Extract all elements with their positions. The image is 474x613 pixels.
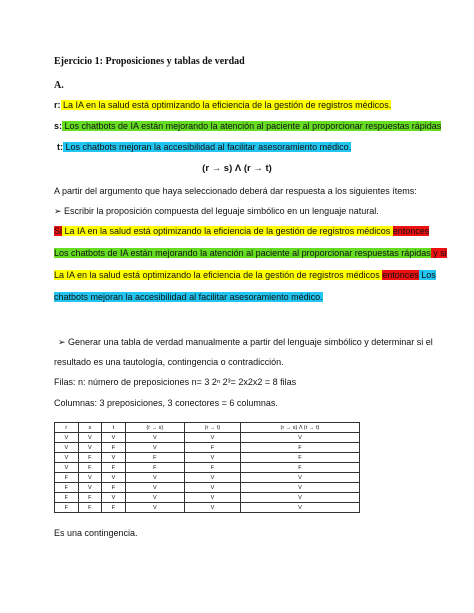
instruction-text: A partir del argumento que haya seleccionado deberá dar respuesta a los siguientes ítems: xyxy=(54,186,417,196)
prop-s-label: s: xyxy=(54,121,63,131)
table-row xyxy=(55,453,360,463)
table-cell: V xyxy=(125,483,184,493)
natural-t-start: Los xyxy=(418,270,436,280)
table-cell: V xyxy=(78,433,102,443)
natural-r-1: La IA en la salud está optimizando la eficiencia de la gestión de registros médicos xyxy=(62,226,393,236)
proposition-s xyxy=(54,120,441,132)
table-cell: V xyxy=(125,443,184,453)
table-cell: V xyxy=(125,433,184,443)
table-cell: F xyxy=(102,443,126,453)
header-t: t xyxy=(102,423,126,433)
table-cell: F xyxy=(102,463,126,473)
prop-r-text: La IA en la salud está optimizando la eficiencia de la gestión de registros médicos. xyxy=(60,100,392,110)
header-r-implies-s: (r → s) xyxy=(125,423,184,433)
table-row xyxy=(55,483,360,493)
item-1: ➢ Escribir la proposición compuesta del leguaje simbólico en un lenguaje natural. xyxy=(54,206,379,216)
table-cell: F xyxy=(55,483,79,493)
truth-table xyxy=(54,422,360,513)
item-2-line-2: resultado es una tautología, contingencia o contradicción. xyxy=(54,357,284,367)
natural-line-2 xyxy=(54,247,447,259)
formula: (r → s) Λ (r → t) xyxy=(202,163,272,174)
table-row xyxy=(55,493,360,503)
table-cell: V xyxy=(184,433,240,443)
natural-r-2: La IA en la salud está optimizando la eficiencia de la gestión de registros médicos xyxy=(54,270,383,280)
y-si-keyword: y si xyxy=(430,248,447,258)
header-r: r xyxy=(55,423,79,433)
prop-t-label: t: xyxy=(57,142,63,152)
entonces-keyword-2: entonces xyxy=(382,270,419,280)
table-cell: V xyxy=(55,453,79,463)
table-cell: F xyxy=(78,503,102,513)
table-cell: V xyxy=(184,453,240,463)
table-cell: V xyxy=(55,433,79,443)
table-cell: F xyxy=(125,463,184,473)
table-row xyxy=(55,503,360,513)
table-cell: V xyxy=(102,473,126,483)
conclusion-text: Es una contingencia. xyxy=(54,528,138,538)
table-cell: F xyxy=(184,443,240,453)
table-row xyxy=(55,463,360,473)
table-cell: F xyxy=(125,453,184,463)
table-cell: V xyxy=(184,483,240,493)
table-cell: F xyxy=(55,503,79,513)
table-row xyxy=(55,473,360,483)
natural-t-end: chatbots mejoran la accesibilidad al facilitar asesoramiento médico. xyxy=(54,292,323,302)
table-cell: F xyxy=(184,463,240,473)
table-cell: F xyxy=(240,453,359,463)
section-label: A. xyxy=(54,80,64,91)
table-cell: V xyxy=(240,493,359,503)
proposition-r xyxy=(54,99,391,111)
table-cell: F xyxy=(55,473,79,483)
table-cell: V xyxy=(55,463,79,473)
item-2-line-1: ➢ Generar una tabla de verdad manualmente a partir del lenguaje simbólico y determinar si el xyxy=(58,337,433,347)
table-cell: V xyxy=(125,503,184,513)
table-row xyxy=(55,443,360,453)
table-cell: F xyxy=(240,443,359,453)
table-cell: V xyxy=(184,493,240,503)
table-cell: V xyxy=(102,453,126,463)
prop-r-label: r: xyxy=(54,100,61,110)
table-cell: V xyxy=(240,503,359,513)
columnas-text: Columnas: 3 preposiciones, 3 conectores = 6 columnas. xyxy=(54,398,278,408)
header-r-implies-t: (r → t) xyxy=(184,423,240,433)
natural-line-3 xyxy=(54,269,436,281)
table-cell: F xyxy=(102,503,126,513)
proposition-t xyxy=(57,141,351,153)
table-cell: V xyxy=(55,443,79,453)
table-cell: V xyxy=(102,493,126,503)
natural-s: Los chatbots de IA están mejorando la atención al paciente al proporcionar respuestas rápidas xyxy=(54,248,431,258)
table-cell: F xyxy=(240,463,359,473)
entonces-keyword-1: entonces xyxy=(392,226,430,236)
header-conjunction: (r → s) Λ (r → t) xyxy=(240,423,359,433)
table-cell: V xyxy=(240,473,359,483)
truth-table-header xyxy=(55,423,360,433)
table-cell: V xyxy=(125,473,184,483)
prop-s-text: Los chatbots de IA están mejorando la atención al paciente al proporcionar respuestas rápidas xyxy=(62,121,442,131)
table-cell: V xyxy=(184,473,240,483)
si-keyword: Si xyxy=(54,226,63,236)
table-row xyxy=(55,433,360,443)
table-cell: F xyxy=(78,453,102,463)
table-cell: F xyxy=(78,463,102,473)
table-cell: V xyxy=(240,483,359,493)
prop-t-text: Los chatbots mejoran la accesibilidad al facilitar asesoramiento médico. xyxy=(63,142,352,152)
table-cell: V xyxy=(184,503,240,513)
header-s: s xyxy=(78,423,102,433)
table-cell: F xyxy=(102,483,126,493)
page-title: Ejercicio 1: Proposiciones y tablas de verdad xyxy=(54,56,245,67)
table-cell: V xyxy=(78,483,102,493)
filas-text: Filas: n: número de preposiciones n= 3 2ⁿ 2³= 2x2x2 = 8 filas xyxy=(54,377,297,387)
natural-line-1 xyxy=(54,225,429,237)
table-cell: V xyxy=(78,473,102,483)
table-cell: F xyxy=(78,493,102,503)
table-cell: V xyxy=(102,433,126,443)
table-cell: F xyxy=(55,493,79,503)
table-cell: V xyxy=(240,433,359,443)
table-cell: V xyxy=(78,443,102,453)
natural-line-4 xyxy=(54,291,323,303)
table-cell: V xyxy=(125,493,184,503)
